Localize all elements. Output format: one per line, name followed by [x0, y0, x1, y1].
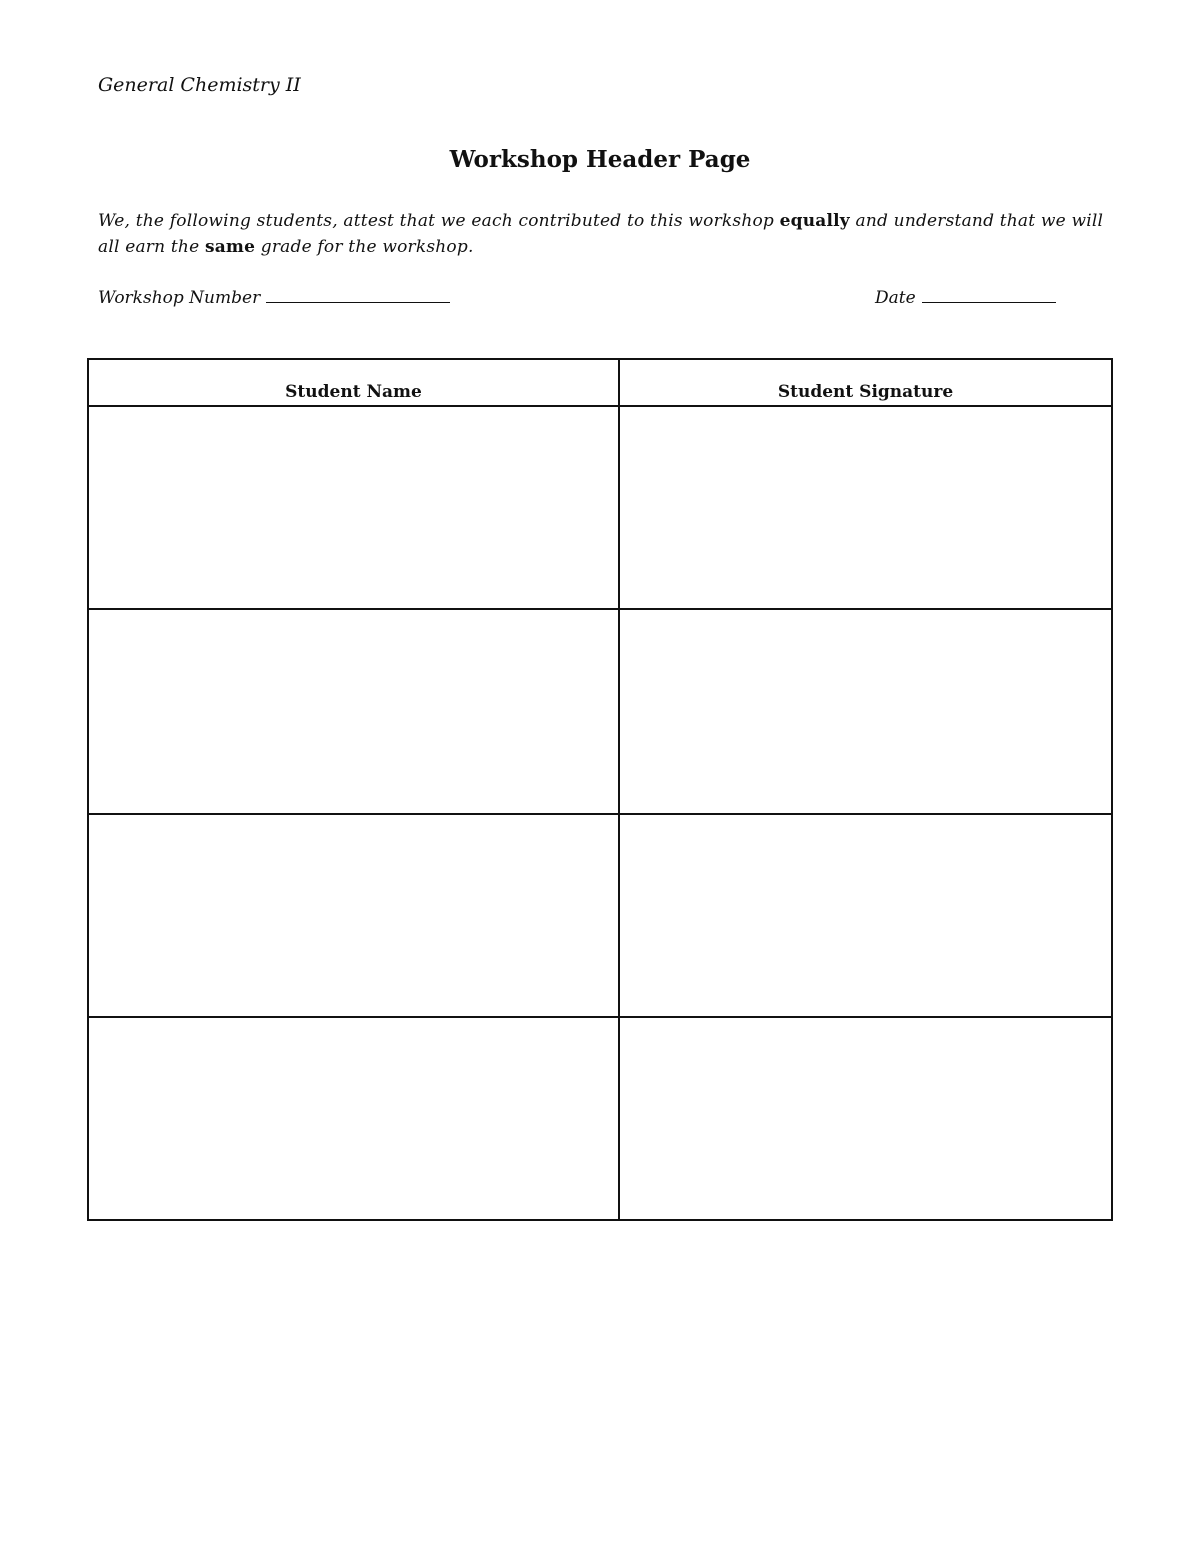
- student-signature-cell-3[interactable]: [620, 815, 1111, 1016]
- workshop-number-blank[interactable]: [266, 284, 450, 303]
- workshop-number-field: [98, 284, 450, 308]
- student-name-cell-4[interactable]: [89, 1018, 618, 1219]
- student-name-cell-1[interactable]: [89, 407, 618, 608]
- date-blank[interactable]: [922, 284, 1056, 303]
- column-header-student-signature: Student Signature: [777, 382, 954, 402]
- date-field: [875, 284, 1056, 308]
- course-name: General Chemistry II: [98, 74, 301, 96]
- student-signature-cell-2[interactable]: [620, 610, 1111, 813]
- page-title: Workshop Header Page: [449, 146, 751, 173]
- attestation-text-1: We, the following students, attest that we each contributed to this workshop: [98, 211, 780, 231]
- student-name-cell-3[interactable]: [89, 815, 618, 1016]
- date-label: Date: [875, 288, 916, 308]
- student-table: [87, 358, 1113, 1221]
- column-header-student-name: Student Name: [285, 382, 422, 402]
- attestation-text-3: grade for the workshop.: [255, 237, 474, 257]
- workshop-number-label: Workshop Number: [98, 288, 261, 308]
- attestation-statement: [98, 208, 1108, 260]
- student-signature-cell-4[interactable]: [620, 1018, 1111, 1219]
- attestation-emphasis-equally: equally: [779, 211, 850, 231]
- student-signature-cell-1[interactable]: [620, 407, 1111, 608]
- attestation-text-2: and understand that we will all earn the: [98, 211, 1104, 257]
- attestation-emphasis-same: same: [204, 237, 256, 257]
- student-name-cell-2[interactable]: [89, 610, 618, 813]
